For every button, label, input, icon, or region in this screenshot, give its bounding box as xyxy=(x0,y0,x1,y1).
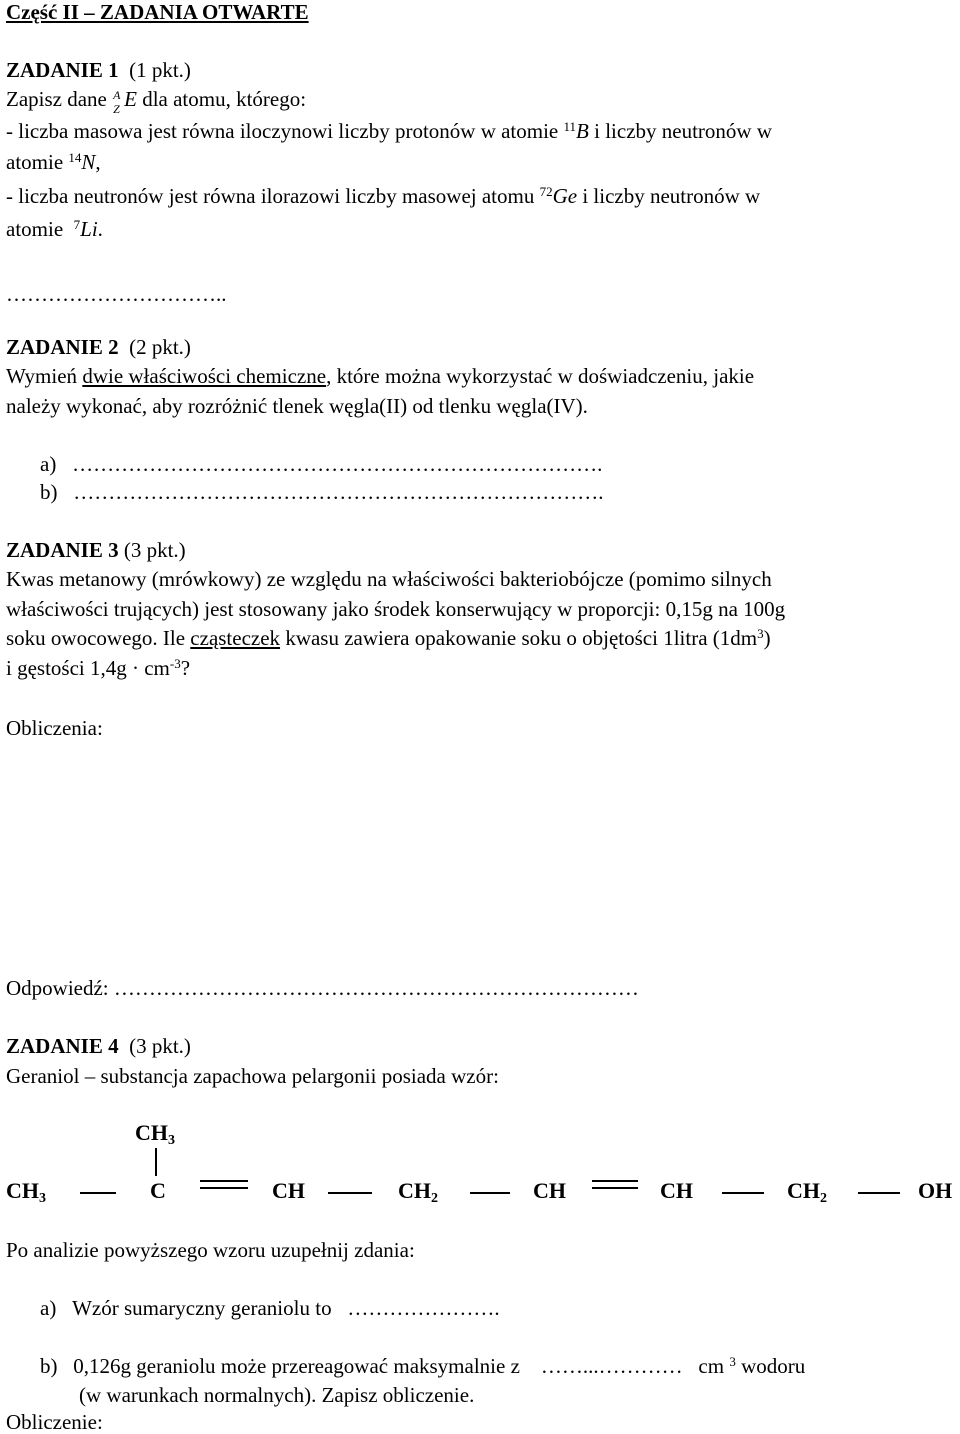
task3-text4: i gęstości 1,4g · cm xyxy=(6,656,170,680)
exponent: -3 xyxy=(169,656,181,671)
task1-bullet1 xyxy=(6,119,772,143)
task3-underlined: cząsteczek xyxy=(190,626,281,650)
task1-bullet2-cont xyxy=(6,217,103,241)
answer-label: b) xyxy=(40,480,58,504)
double-bond xyxy=(592,1180,638,1189)
group-label: CH xyxy=(135,1120,168,1145)
task2-underlined: dwie właściwości chemiczne xyxy=(82,364,327,388)
task3-points: (3 pkt.) xyxy=(123,538,186,562)
question-text-end: wodoru xyxy=(741,1354,806,1378)
task2-answer-a[interactable] xyxy=(40,452,602,476)
unit: cm xyxy=(698,1354,725,1378)
mass-number-symbol: A xyxy=(113,88,121,103)
group-label: OH xyxy=(918,1178,953,1203)
task3-text: soku owocowego. Ile xyxy=(6,626,186,650)
question-label: b) xyxy=(40,1354,58,1378)
bullet1-text: - liczba masowa jest równa iloczynowi liczby protonów w atomie xyxy=(6,119,559,143)
task3-calc-label: Obliczenia: xyxy=(6,716,103,740)
double-bond xyxy=(200,1180,248,1189)
punctuation: , xyxy=(95,150,101,174)
group-label: CH xyxy=(398,1178,431,1203)
task1-answer-dots[interactable]: ………………………….. xyxy=(6,282,227,306)
element-symbol: Ge xyxy=(552,184,578,208)
task3-text3: ) xyxy=(763,626,771,650)
task1-points: (1 pkt.) xyxy=(129,58,191,82)
group-subscript: 2 xyxy=(820,1191,827,1206)
task4-after: Po analizie powyższego wzoru uzupełnij zdania: xyxy=(6,1238,415,1262)
answer-dots[interactable]: …………………. xyxy=(347,1296,500,1320)
task3-text5: ? xyxy=(180,656,191,680)
group-subscript: 3 xyxy=(39,1191,46,1206)
group-7 xyxy=(787,1178,827,1204)
task3-heading xyxy=(6,538,186,562)
mass-number: 11 xyxy=(563,119,577,134)
single-bond xyxy=(328,1192,372,1194)
question-label: a) xyxy=(40,1296,57,1320)
task2-line1 xyxy=(6,364,754,388)
task2-heading xyxy=(6,335,191,359)
mass-number: 14 xyxy=(68,150,82,165)
single-bond xyxy=(722,1192,764,1194)
element-symbol: N xyxy=(81,150,96,174)
single-bond xyxy=(80,1192,116,1194)
task3-answer[interactable] xyxy=(6,976,639,1000)
group-label: CH xyxy=(272,1178,305,1203)
answer-dots[interactable]: …………………………………………………………………. xyxy=(73,480,604,504)
task3-text2: kwasu zawiera opakowanie soku o objętości 1litra (1dm xyxy=(285,626,758,650)
bullet2-text3: atomie xyxy=(6,217,64,241)
task1-title: ZADANIE 1 xyxy=(6,58,119,82)
task2-text: Wymień xyxy=(6,364,78,388)
task3-line1: Kwas metanowy (mrówkowy) ze względu na właściwości bakteriobójcze (pomimo silnych xyxy=(6,567,772,591)
task2-title: ZADANIE 2 xyxy=(6,335,119,359)
single-bond xyxy=(858,1192,900,1194)
task1-intro xyxy=(6,87,307,117)
element-symbol: B xyxy=(576,119,589,143)
group-2 xyxy=(150,1178,166,1204)
task4-question-b xyxy=(40,1354,805,1378)
question-text: Wzór sumaryczny geraniolu to xyxy=(72,1296,332,1320)
group-4 xyxy=(398,1178,438,1204)
element-symbol: Li xyxy=(80,217,98,241)
task4-question-a xyxy=(40,1296,500,1320)
task4-heading xyxy=(6,1034,191,1058)
atomic-number-symbol: Z xyxy=(113,102,120,117)
group-6 xyxy=(660,1178,693,1204)
task4-question-b-cont: (w warunkach normalnych). Zapisz obliczenie. xyxy=(79,1383,475,1407)
task1-intro-text: Zapisz dane xyxy=(6,87,107,111)
answer-dots[interactable]: ………………………………………………………………… xyxy=(113,976,639,1000)
answer-label: a) xyxy=(40,452,57,476)
task4-title: ZADANIE 4 xyxy=(6,1034,119,1058)
group-label: CH xyxy=(787,1178,820,1203)
task1-intro-text2: dla atomu, którego: xyxy=(142,87,307,111)
methyl-branch xyxy=(135,1120,175,1146)
single-bond xyxy=(155,1148,157,1176)
task3-line2: właściwości trujących) jest stosowany jako środek konserwujący w proporcji: 0,15g na 100g xyxy=(6,597,786,621)
bullet1-text3: atomie xyxy=(6,150,64,174)
group-label: CH xyxy=(660,1178,693,1203)
group-3 xyxy=(272,1178,305,1204)
task4-points: (3 pkt.) xyxy=(129,1034,191,1058)
task2-line2: należy wykonać, aby rozróżnić tlenek węgla(II) od tlenku węgla(IV). xyxy=(6,394,588,418)
task1-heading xyxy=(6,58,191,82)
task4-intro: Geraniol – substancja zapachowa pelargonii posiada wzór: xyxy=(6,1064,499,1088)
punctuation: . xyxy=(97,217,103,241)
bullet2-text2: i liczby neutronów w xyxy=(582,184,761,208)
group-subscript: 3 xyxy=(168,1133,175,1148)
group-1 xyxy=(6,1178,46,1204)
bullet1-text2: i liczby neutronów w xyxy=(594,119,772,143)
group-8 xyxy=(918,1178,952,1204)
section-title: Część II – ZADANIA OTWARTE xyxy=(6,0,309,24)
mass-number: 72 xyxy=(539,184,553,199)
task3-title: ZADANIE 3 xyxy=(6,538,119,562)
task2-answer-b[interactable] xyxy=(40,480,604,504)
group-label: CH xyxy=(533,1178,566,1203)
exponent: 3 xyxy=(757,626,764,641)
exponent: 3 xyxy=(729,1354,736,1369)
task4-calc-label: Obliczenie: xyxy=(6,1410,103,1434)
nuclide-notation xyxy=(112,88,124,117)
task2-text2: , które można wykorzystać w doświadczeniu, jakie xyxy=(326,364,755,388)
task2-points: (2 pkt.) xyxy=(129,335,191,359)
group-5 xyxy=(533,1178,566,1204)
task1-bullet1-cont xyxy=(6,150,101,174)
task3-line4 xyxy=(6,656,190,680)
single-bond xyxy=(470,1192,510,1194)
bullet2-text: - liczba neutronów jest równa ilorazowi liczby masowej atomu xyxy=(6,184,535,208)
mass-number: 7 xyxy=(73,217,81,232)
answer-label: Odpowiedź: xyxy=(6,976,109,1000)
group-label: CH xyxy=(6,1178,39,1203)
answer-dots[interactable]: ……...………… xyxy=(540,1354,683,1378)
task3-line3 xyxy=(6,626,771,650)
group-label: C xyxy=(150,1178,166,1203)
answer-dots[interactable]: …………………………………………………………………. xyxy=(72,452,603,476)
task1-bullet2 xyxy=(6,184,760,208)
group-subscript: 2 xyxy=(431,1191,438,1206)
question-text: 0,126g geraniolu może przereagować maksymalnie z xyxy=(73,1354,520,1378)
element-symbol: E xyxy=(124,87,137,111)
